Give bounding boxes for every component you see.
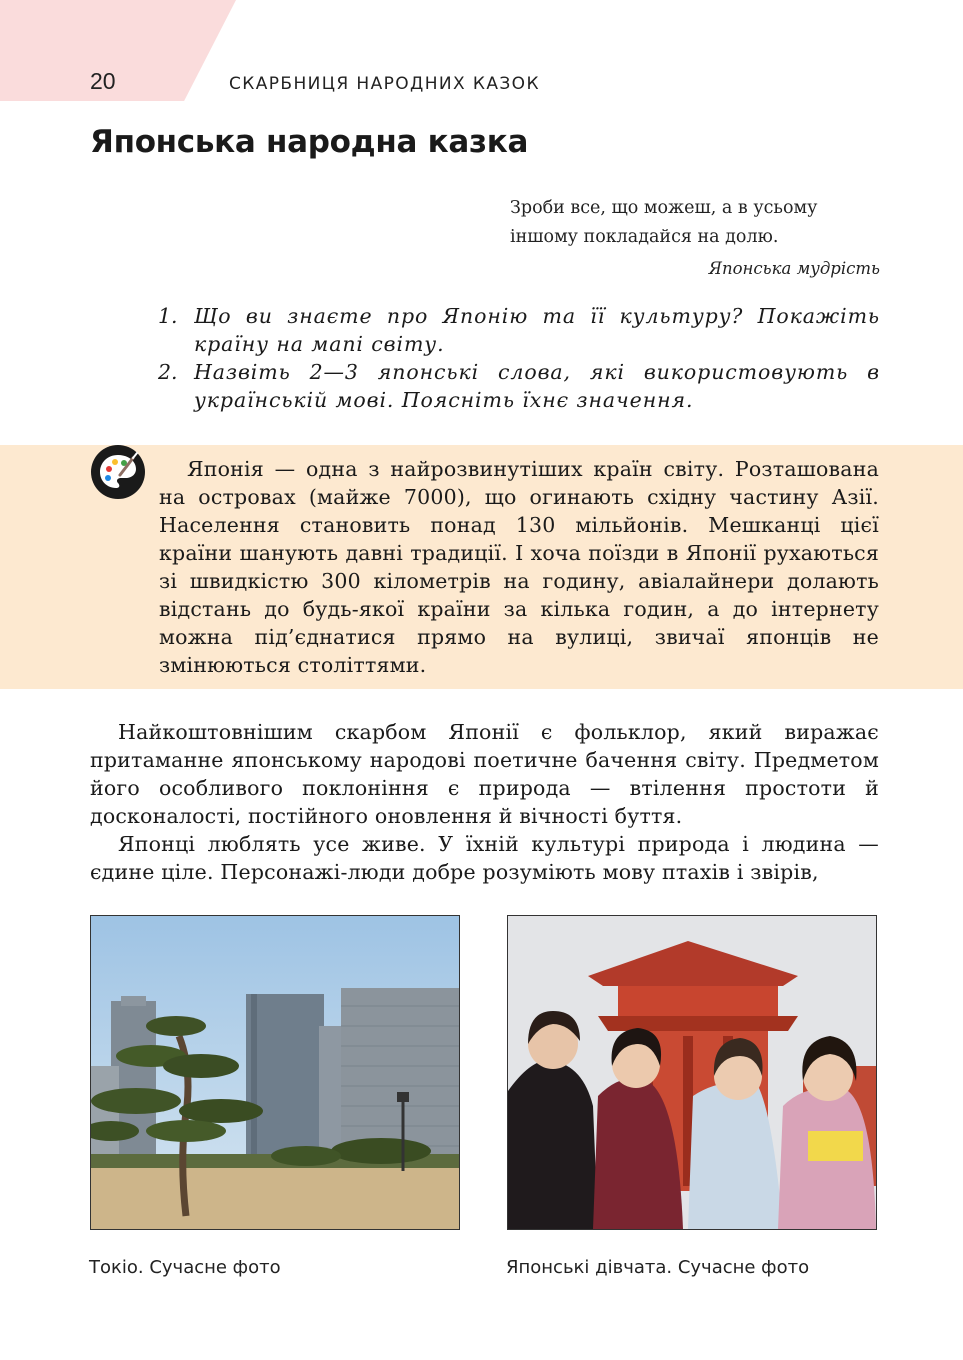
- chapter-title: Японська народна казка: [90, 124, 529, 160]
- japanese-girls-photo: [507, 915, 877, 1230]
- running-head: СКАРБНИЦЯ НАРОДНИХ КАЗОК: [229, 74, 540, 94]
- header-band: [0, 0, 236, 101]
- photo-caption: Токіо. Сучасне фото: [89, 1257, 281, 1278]
- question-list: [158, 302, 880, 414]
- question-item: [158, 302, 880, 358]
- photo-caption: Японські дівчата. Сучасне фото: [506, 1257, 810, 1278]
- question-item: [158, 358, 880, 414]
- question-number: 2.: [158, 360, 178, 384]
- epigraph-source: Японська мудрість: [708, 259, 880, 278]
- body-text: [90, 718, 879, 886]
- question-number: 1.: [158, 304, 178, 328]
- body-paragraph: Японці люблять усе живе. У їхній культурі природа і людина — єдине ціле. Персонажі-люди добре розуміють мову птахів і звірів,: [90, 832, 879, 884]
- epigraph-text: Зроби все, що можеш, а в усьому іншому покладайся на долю.: [510, 198, 818, 247]
- tokyo-photo: [90, 915, 460, 1230]
- page-number: 20: [90, 68, 116, 94]
- body-paragraph: Найкоштовнішим скарбом Японії є фольклор, який виражає притаманне японському народові поетичне бачення світу. Предметом його особливого поклоніння є природа — втілення простоти й досконалості, постійного оновлення й вічності буття.: [90, 720, 879, 828]
- epigraph: [510, 194, 880, 283]
- question-text: Назвіть 2—3 японські слова, які використовують в українській мові. Поясніть їхнє значення.: [194, 360, 880, 412]
- question-text: Що ви знаєте про Японію та її культуру? Покажіть країну на мапі світу.: [194, 304, 880, 356]
- palette-icon: [90, 444, 146, 500]
- info-text: Японія — одна з найрозвинутіших країн світу. Розташована на островах (майже 7000), що огинають східну частину Азії. Населення становить понад 130 мільйонів. Мешканці цієї країни шанують давні традиції. І хоча поїзди в Японії рухаються зі швидкістю 300 кілометрів на годину, авіалайнери долають відстань до будь-якої країни за кілька годин, а до інтернету можна під’єднатися прямо на вулиці, звичаї японців не змінюються століттями.: [159, 457, 879, 677]
